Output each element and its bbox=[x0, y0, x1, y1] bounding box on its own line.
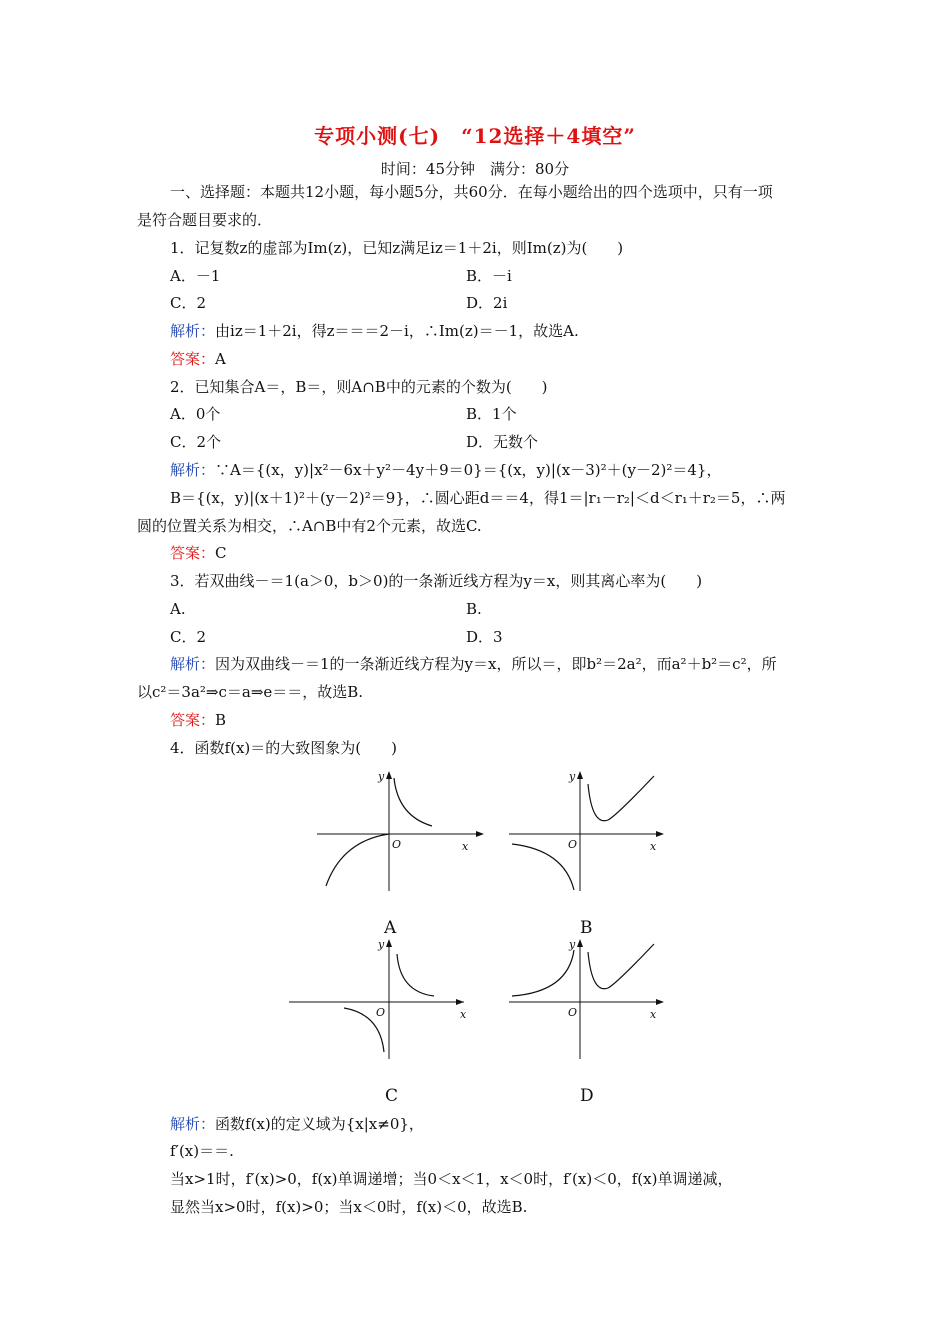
q3-option-c: C．2 bbox=[170, 628, 207, 646]
q3-analysis-line-2: 以c²＝3a²⇒c＝a⇒e＝＝，故选B. bbox=[137, 683, 364, 701]
answer-value: C bbox=[215, 544, 227, 562]
q3-option-b: B. bbox=[466, 600, 482, 618]
graph-d-label: D bbox=[580, 1086, 594, 1106]
graph-a bbox=[312, 766, 492, 896]
q3-answer bbox=[170, 710, 226, 730]
curve-right bbox=[588, 944, 654, 989]
origin-label: O bbox=[568, 838, 578, 851]
graph-a-label: A bbox=[384, 918, 397, 938]
q2-option-a: A．0个 bbox=[170, 405, 221, 423]
x-label: x bbox=[460, 1008, 467, 1021]
graph-b bbox=[504, 766, 684, 896]
answer-value: A bbox=[215, 350, 226, 368]
q2-option-c: C．2个 bbox=[170, 433, 222, 451]
curve-left bbox=[512, 950, 574, 996]
curve-left bbox=[326, 834, 389, 886]
analysis-text: 由iz＝1＋2i，得z＝＝＝2－i，∴Im(z)＝－1，故选A. bbox=[215, 322, 579, 340]
q2-option-b: B．1个 bbox=[466, 405, 517, 423]
x-axis-arrow bbox=[476, 831, 484, 837]
analysis-text: ∵A＝{(x，y)|x²－6x＋y²－4y＋9＝0}＝{(x，y)|(x－3)²＋(y－2)²＝4}， bbox=[215, 461, 722, 479]
graph-c bbox=[284, 934, 467, 1064]
q2-analysis-line-2: B＝{(x，y)|(x＋1)²＋(y－2)²＝9}，∴圆心距d＝＝4，得1＝|r₁－r₂|＜d＜r₁＋r₂＝5，∴两 bbox=[170, 489, 786, 507]
y-label: y bbox=[569, 938, 576, 951]
x-label: x bbox=[462, 840, 469, 853]
curve-left bbox=[512, 844, 574, 890]
x-axis-arrow bbox=[456, 999, 464, 1005]
origin-label: O bbox=[376, 1006, 386, 1019]
curve-right bbox=[397, 954, 434, 996]
curve-right bbox=[394, 778, 432, 826]
q4-analysis-line-1 bbox=[170, 1114, 424, 1134]
graph-b-label: B bbox=[580, 918, 593, 938]
y-label: y bbox=[378, 938, 385, 951]
analysis-label: 解析： bbox=[170, 655, 216, 673]
q3-option-d: D．3 bbox=[466, 628, 503, 646]
intro-line-1: 一、选择题：本题共12小题，每小题5分，共60分．在每小题给出的四个选项中，只有一项 bbox=[170, 183, 773, 201]
q3-option-a: A. bbox=[170, 600, 186, 618]
origin-label: O bbox=[392, 838, 402, 851]
q1-answer bbox=[170, 349, 226, 369]
analysis-text: 因为双曲线－＝1的一条渐近线方程为y＝x，所以＝，即b²＝2a²，而a²＋b²＝c²，所 bbox=[215, 655, 777, 673]
y-label: y bbox=[378, 770, 385, 783]
q4-analysis-line-4: 显然当x>0时，f(x)>0；当x＜0时，f(x)＜0，故选B. bbox=[170, 1198, 528, 1216]
q2-option-d: D．无数个 bbox=[466, 433, 539, 451]
y-axis-arrow bbox=[386, 939, 392, 947]
q1-analysis bbox=[170, 321, 579, 341]
page-subtitle: 时间：45分钟 满分：80分 bbox=[380, 160, 570, 178]
q1-option-a: A．－1 bbox=[170, 267, 221, 285]
q2-analysis-line-1 bbox=[170, 460, 721, 480]
x-axis-arrow bbox=[656, 831, 664, 837]
q2-stem: 2．已知集合A＝，B＝，则A∩B中的元素的个数为( ) bbox=[170, 378, 548, 396]
q2-analysis-line-3: 圆的位置关系为相交，∴A∩B中有2个元素，故选C. bbox=[137, 517, 482, 535]
q1-option-d: D．2i bbox=[466, 294, 508, 312]
intro-line-2: 是符合题目要求的． bbox=[137, 211, 273, 229]
x-axis-arrow bbox=[656, 999, 664, 1005]
analysis-label: 解析： bbox=[170, 322, 216, 340]
analysis-label: 解析： bbox=[170, 461, 216, 479]
q1-option-c: C．2 bbox=[170, 294, 207, 312]
y-axis-arrow bbox=[577, 939, 583, 947]
y-axis-arrow bbox=[577, 771, 583, 779]
answer-label: 答案： bbox=[170, 544, 216, 562]
q4-stem: 4．函数f(x)＝的大致图象为( ) bbox=[170, 739, 397, 757]
q4-analysis-line-3: 当x>1时，f′(x)>0，f(x)单调递增；当0＜x＜1，x＜0时，f′(x)＜0，f(x)单调递减， bbox=[170, 1170, 733, 1188]
answer-value: B bbox=[215, 711, 227, 729]
y-axis-arrow bbox=[386, 771, 392, 779]
q1-stem: 1．记复数z的虚部为Im(z)，已知z满足iz＝1＋2i，则Im(z)为( ) bbox=[170, 239, 624, 257]
q2-answer bbox=[170, 543, 227, 563]
answer-label: 答案： bbox=[170, 350, 216, 368]
page-title: 专项小测(七) “12选择＋4填空” bbox=[314, 124, 636, 148]
q4-analysis-line-2: f′(x)＝＝. bbox=[170, 1142, 234, 1160]
q3-stem: 3．若双曲线－＝1(a＞0，b＞0)的一条渐近线方程为y＝x，则其离心率为( ) bbox=[170, 572, 703, 590]
analysis-text: 函数f(x)的定义域为{x|x≠0}， bbox=[215, 1115, 424, 1133]
analysis-label: 解析： bbox=[170, 1115, 216, 1133]
q3-analysis-line-1 bbox=[170, 654, 777, 674]
graph-c-label: C bbox=[385, 1086, 399, 1106]
origin-label: O bbox=[568, 1006, 578, 1019]
curve-right bbox=[588, 776, 654, 821]
x-label: x bbox=[650, 840, 657, 853]
x-label: x bbox=[650, 1008, 657, 1021]
answer-label: 答案： bbox=[170, 711, 216, 729]
graph-d bbox=[504, 934, 684, 1064]
q1-option-b: B．－i bbox=[466, 267, 512, 285]
y-label: y bbox=[569, 770, 576, 783]
